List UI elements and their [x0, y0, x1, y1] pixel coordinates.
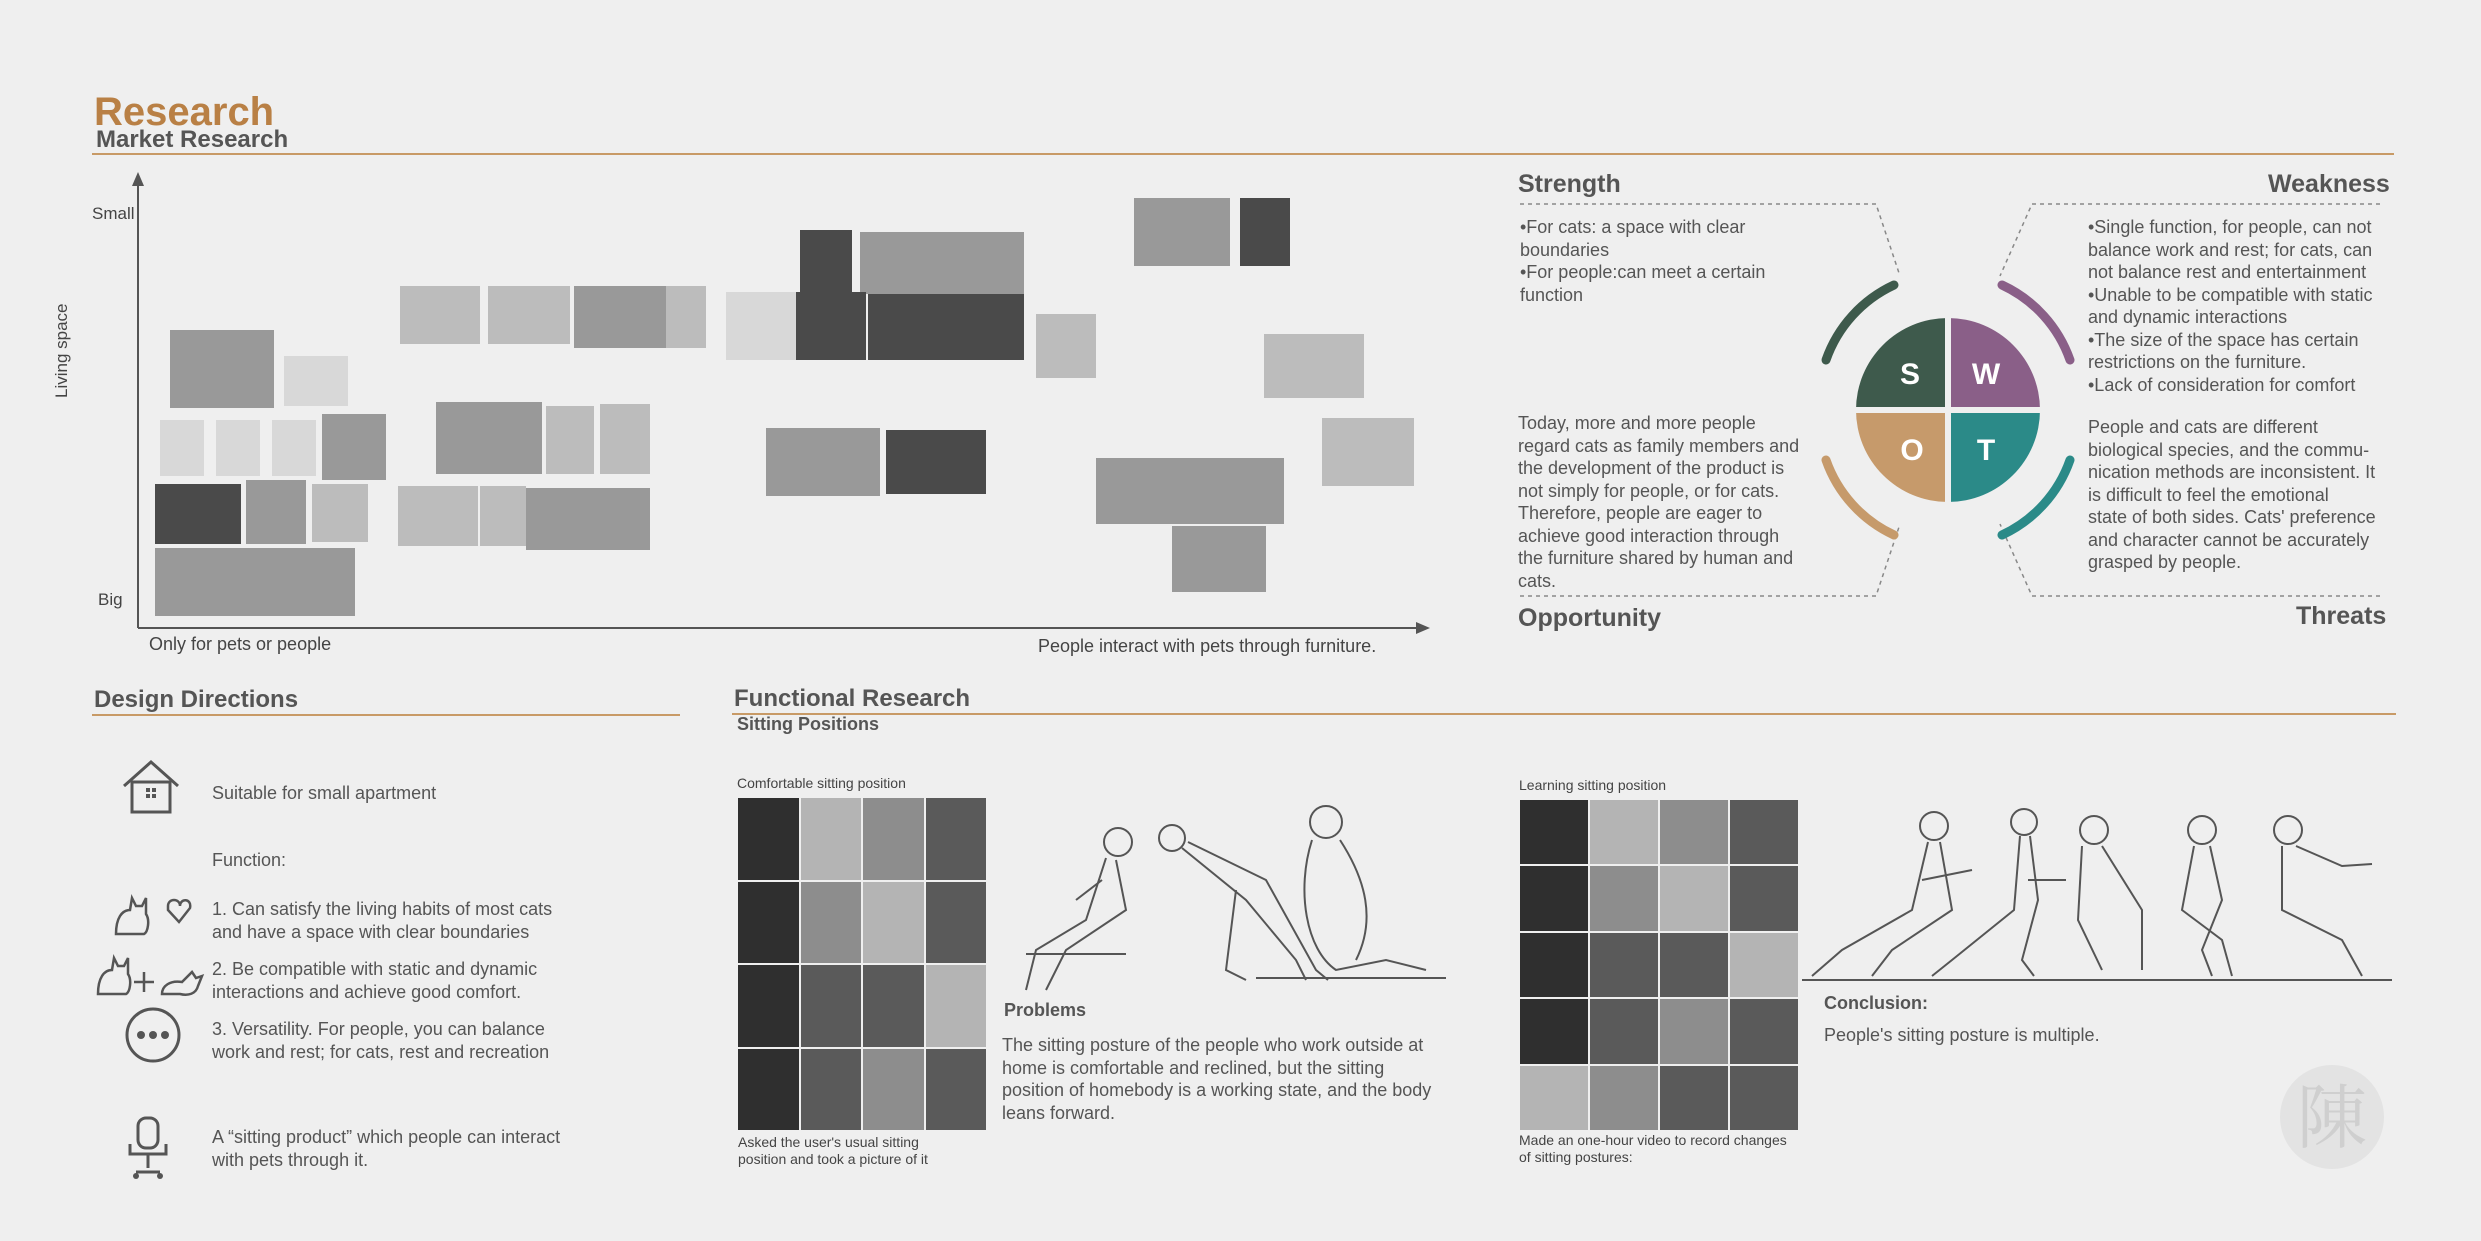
swot-opportunity-heading: Opportunity — [1518, 604, 1662, 632]
y-bottom-label: Big — [98, 590, 123, 609]
seal-watermark — [2278, 1062, 2386, 1172]
x-left-label: Only for pets or people — [149, 634, 332, 654]
product-photo — [488, 286, 570, 344]
sitting-product-text: A “sitting product” which people can interact with pets through it. — [212, 1127, 561, 1170]
comfortable-photo-grid — [738, 798, 986, 1130]
product-photo — [272, 420, 316, 476]
learning-label: Learning sitting position — [1519, 777, 1667, 793]
swot-strength-text: •For cats: a space with clear boundaries •For people:can meet a certain function — [1520, 217, 1766, 305]
page-title: Research — [94, 90, 275, 134]
product-photo — [1134, 198, 1230, 266]
more-dots-icon — [124, 1006, 182, 1064]
product-photo — [1036, 314, 1096, 378]
product-photo — [766, 428, 880, 496]
product-photo — [160, 420, 204, 476]
product-photo — [1172, 526, 1266, 592]
problems-heading: Problems — [1004, 1000, 1087, 1020]
swot-threats-text: People and cats are different biological species, and the commu- nication methods are inconsistent. It is difficult to feel the emotional state of both sides. Cats' preference and character cannot be accurately grasped by people. — [2088, 417, 2376, 572]
product-photo — [170, 330, 274, 408]
function-item-3: 3. Versatility. For people, you can balance work and rest; for cats, rest and recreation — [212, 1019, 550, 1062]
product-photo — [322, 414, 386, 480]
product-photo — [868, 294, 1024, 360]
swot-strength-heading: Strength — [1518, 170, 1621, 198]
product-photo — [800, 230, 852, 292]
product-photo — [726, 292, 796, 360]
product-photo — [1322, 418, 1414, 486]
y-top-label: Small — [92, 204, 135, 223]
product-photo — [284, 356, 348, 406]
product-photo — [398, 486, 478, 546]
y-axis-label: Living space — [52, 303, 71, 398]
conclusion-heading: Conclusion: — [1824, 993, 1928, 1013]
product-photo — [526, 488, 650, 550]
product-photo — [886, 430, 986, 494]
house-icon — [120, 758, 182, 816]
cat-heart-icon — [108, 888, 192, 938]
sitting-positions-subheading: Sitting Positions — [737, 714, 879, 734]
function-label: Function: — [212, 850, 287, 870]
function-item-1: 1. Can satisfy the living habits of most cats and have a space with clear boundaries — [212, 899, 553, 942]
comfortable-caption: Asked the user's usual sitting position and took a picture of it — [738, 1134, 928, 1167]
design-directions-rule — [92, 714, 680, 716]
product-photo — [666, 286, 706, 348]
swot-opportunity-text: Today, more and more people regard cats as family members and the development of the product is not simply for people, or for cats. Therefore, people are eager to achieve good interaction through the furniture shared by human and cats. — [1518, 413, 1800, 591]
swot-letter-s: S — [1899, 358, 1921, 391]
swot-letter-t: T — [1976, 434, 1996, 467]
product-photo — [246, 480, 306, 544]
product-photo — [574, 286, 666, 348]
product-photo — [546, 406, 594, 474]
design-directions-heading: Design Directions — [94, 686, 299, 713]
function-item-2: 2. Be compatible with static and dynamic interactions and achieve good comfort. — [212, 959, 538, 1002]
learning-caption: Made an one-hour video to record changes of sitting postures: — [1519, 1132, 1787, 1165]
product-photo — [1264, 334, 1364, 398]
product-photo — [400, 286, 480, 344]
market-research-subtitle: Market Research — [96, 126, 289, 153]
product-photo — [480, 486, 526, 546]
comfortable-label: Comfortable sitting position — [737, 775, 906, 791]
problems-text: The sitting posture of the people who work outside at home is comfortable and reclined, but the sitting position of homebody is a working state, and the body leans forward. — [1002, 1035, 1432, 1123]
swot-weakness-heading: Weakness — [2268, 170, 2390, 198]
swot-circle — [1808, 270, 2088, 550]
product-photo — [216, 420, 260, 476]
swot-weakness-text: •Single function, for people, can not balance work and rest; for cats, can not balance rest and entertainment •Unable to be compatible with static and dynamic interactions •The size of the space has certain restrictions on the furniture. •Lack of consideration for comfort — [2088, 217, 2373, 395]
x-right-label: People interact with pets through furniture. — [1038, 636, 1377, 656]
product-photo — [1240, 198, 1290, 266]
swot-letter-w: W — [1971, 358, 2001, 391]
product-photo — [155, 548, 355, 616]
learning-sitting-sketches — [1802, 800, 2392, 990]
office-chair-icon — [124, 1114, 172, 1180]
functional-research-rule — [732, 713, 2396, 715]
reclined-sitting-sketches — [1006, 800, 1456, 1000]
product-photo — [312, 484, 368, 542]
cat-plus-cat-icon — [92, 942, 208, 998]
product-photo — [1096, 458, 1284, 524]
product-photo — [436, 402, 542, 474]
swot-letter-o: O — [1900, 434, 1924, 467]
seal-character: 陳 — [2297, 1077, 2367, 1159]
swot-threats-heading: Threats — [2296, 602, 2387, 630]
learning-photo-grid — [1520, 800, 1798, 1130]
product-photo — [600, 404, 650, 474]
functional-research-heading: Functional Research — [734, 685, 971, 712]
apartment-text: Suitable for small apartment — [212, 783, 437, 803]
product-photo — [796, 292, 866, 360]
product-photo — [860, 232, 1024, 294]
header-rule — [92, 153, 2394, 155]
product-photo — [155, 484, 241, 544]
conclusion-text: People's sitting posture is multiple. — [1824, 1025, 2100, 1045]
